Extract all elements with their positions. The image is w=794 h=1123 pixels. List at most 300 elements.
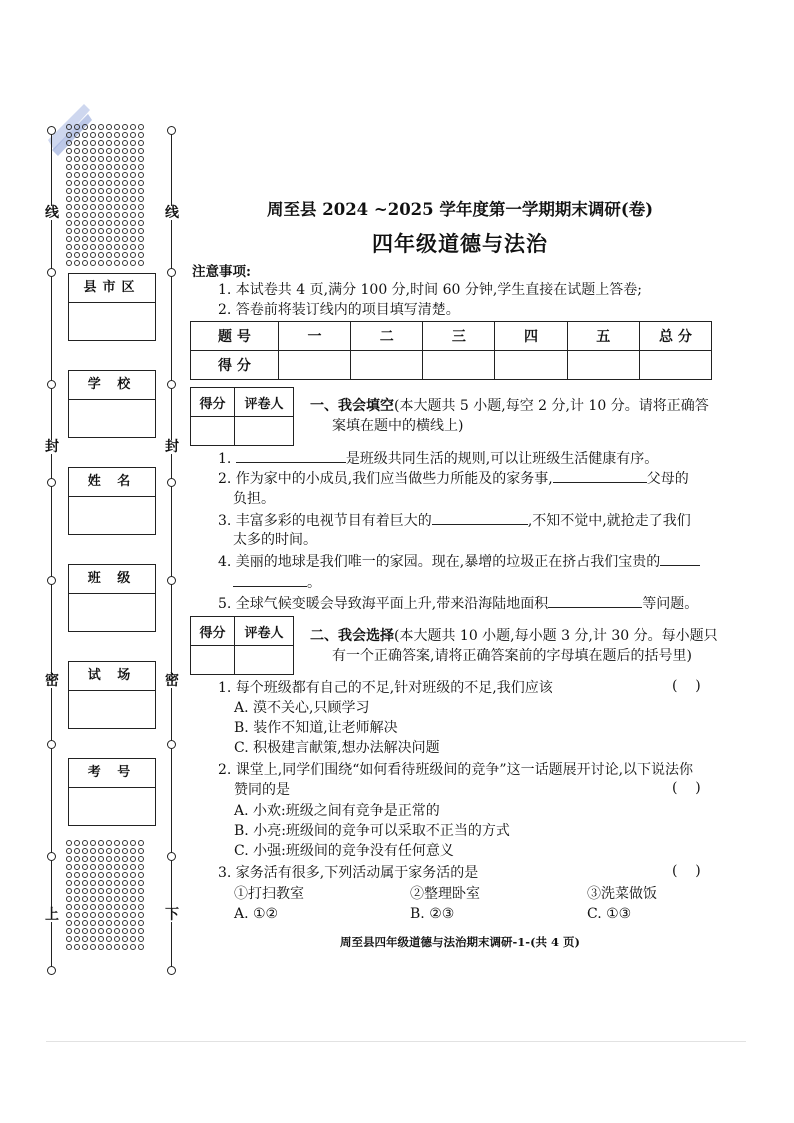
binding-dot (98, 196, 104, 202)
binding-dot (90, 156, 96, 162)
question-text: 。 (307, 575, 321, 591)
binding-dot (82, 164, 88, 170)
binding-dot (114, 260, 120, 266)
option: B. 小亮:班级间的竞争可以采取不正当的方式 (234, 823, 510, 839)
field-name[interactable] (68, 467, 156, 535)
binding-dot (138, 220, 144, 226)
question-text: 4. 美丽的地球是我们唯一的家园。现在,暴增的垃圾正在挤占我们宝贵的 (218, 554, 661, 570)
field-label: 学 校 (69, 371, 155, 400)
binding-dot (90, 172, 96, 178)
binding-ring (167, 852, 176, 861)
binding-dot (82, 856, 88, 862)
binding-dot (130, 840, 136, 846)
binding-dot (114, 840, 120, 846)
binding-dot (98, 172, 104, 178)
binding-dot (74, 156, 80, 162)
binding-dot (66, 244, 72, 250)
score-cell[interactable] (495, 351, 567, 380)
binding-dot (66, 172, 72, 178)
binding-dot (66, 148, 72, 154)
question-1-1 (218, 448, 658, 469)
binding-dot (82, 936, 88, 942)
binding-dot (122, 920, 128, 926)
binding-dot (106, 164, 112, 170)
statement-item: ③洗菜做饭 (587, 886, 657, 902)
binding-dot (90, 164, 96, 170)
binding-line-right (171, 130, 172, 970)
binding-dot (82, 864, 88, 870)
binding-dot (106, 896, 112, 902)
binding-dot (74, 124, 80, 130)
binding-ring (167, 740, 176, 749)
grader-score-cell[interactable] (191, 646, 235, 675)
question-1-3-cont: 太多的时间。 (233, 532, 317, 548)
question-2-1: 1. 每个班级都有自己的不足,针对班级的不足,我们应该 (218, 680, 553, 696)
binding-dot (66, 936, 72, 942)
binding-dot (66, 124, 72, 130)
binding-dot (82, 172, 88, 178)
binding-dot (82, 928, 88, 934)
binding-dot (138, 204, 144, 210)
binding-dot (138, 188, 144, 194)
binding-dot (106, 148, 112, 154)
field-exam-number[interactable] (68, 758, 156, 826)
binding-dot (66, 872, 72, 878)
binding-word-right: 封 (165, 439, 179, 455)
binding-dot (114, 856, 120, 862)
binding-dot (98, 180, 104, 186)
answer-blank[interactable] (548, 593, 642, 608)
binding-dot (106, 856, 112, 862)
binding-dot (82, 840, 88, 846)
binding-ring (167, 268, 176, 277)
binding-dot (74, 148, 80, 154)
binding-dot (90, 904, 96, 910)
binding-dot (106, 212, 112, 218)
binding-dot (130, 236, 136, 242)
binding-dot (90, 220, 96, 226)
binding-dot (130, 180, 136, 186)
binding-dot (90, 936, 96, 942)
binding-dot (82, 196, 88, 202)
binding-ring (167, 966, 176, 975)
binding-dot (106, 928, 112, 934)
binding-dot (138, 920, 144, 926)
binding-dot (98, 904, 104, 910)
grader-box (190, 616, 294, 675)
binding-dot (98, 156, 104, 162)
binding-dot (130, 896, 136, 902)
answer-blank[interactable] (660, 551, 700, 566)
binding-dot (138, 888, 144, 894)
binding-dot (114, 228, 120, 234)
binding-dot (130, 880, 136, 886)
binding-dot (90, 236, 96, 242)
binding-word-right: 密 (165, 673, 179, 689)
binding-dot (98, 188, 104, 194)
binding-dot (122, 220, 128, 226)
binding-dot (138, 904, 144, 910)
field-exam-room[interactable] (68, 661, 156, 729)
binding-dot (74, 172, 80, 178)
question-2-2-cont: 赞同的是 (234, 782, 290, 798)
grader-marker-cell[interactable] (235, 417, 294, 446)
binding-dot (106, 172, 112, 178)
binding-dot (130, 936, 136, 942)
binding-ring (47, 852, 56, 861)
binding-dot (66, 132, 72, 138)
binding-dot (82, 148, 88, 154)
binding-dot (90, 212, 96, 218)
binding-dot (82, 880, 88, 886)
binding-dot (66, 196, 72, 202)
option: C. 积极建言献策,想办法解决问题 (234, 740, 440, 756)
binding-dot (122, 180, 128, 186)
statement-item: ②整理卧室 (410, 886, 480, 902)
binding-dot (82, 252, 88, 258)
binding-dot (74, 188, 80, 194)
notes-item: 1. 本试卷共 4 页,满分 100 分,时间 60 分钟,学生直接在试题上答卷; (218, 282, 643, 298)
binding-dot (82, 140, 88, 146)
binding-dot (66, 156, 72, 162)
score-cell[interactable] (423, 351, 495, 380)
binding-dot (138, 848, 144, 854)
binding-dot (122, 212, 128, 218)
binding-dot (90, 928, 96, 934)
score-cell[interactable] (278, 351, 350, 380)
binding-dot (74, 936, 80, 942)
score-cell[interactable] (639, 351, 711, 380)
binding-dot (82, 156, 88, 162)
binding-dot (98, 944, 104, 950)
binding-dot (122, 204, 128, 210)
binding-dot (74, 140, 80, 146)
section2-heading: 二、我会选择 (310, 628, 394, 644)
binding-dot (66, 864, 72, 870)
binding-dot (106, 188, 112, 194)
binding-dot (114, 124, 120, 130)
option: A. 漠不关心,只顾学习 (234, 700, 370, 716)
binding-dot (122, 840, 128, 846)
field-school[interactable] (68, 370, 156, 438)
binding-dot (138, 148, 144, 154)
binding-dot (98, 928, 104, 934)
binding-dot (98, 880, 104, 886)
binding-dot (74, 872, 80, 878)
binding-dot (82, 244, 88, 250)
binding-dot (98, 840, 104, 846)
binding-dot (122, 904, 128, 910)
binding-dot (114, 944, 120, 950)
binding-ring (167, 380, 176, 389)
binding-dot (66, 848, 72, 854)
binding-dot (98, 220, 104, 226)
answer-blank[interactable] (553, 468, 647, 483)
binding-dot (138, 944, 144, 950)
binding-dot (98, 164, 104, 170)
binding-dot (74, 164, 80, 170)
question-text: ,不知不觉中,就抢走了我们 (527, 513, 691, 529)
option: B. ②③ (410, 906, 455, 922)
binding-dot (130, 904, 136, 910)
binding-dot (130, 856, 136, 862)
answer-blank[interactable] (236, 448, 346, 463)
option: A. ①② (234, 906, 279, 922)
field-county[interactable] (68, 273, 156, 341)
binding-dot (90, 888, 96, 894)
binding-dot (130, 204, 136, 210)
binding-dot (82, 904, 88, 910)
binding-dot (130, 252, 136, 258)
binding-dot (138, 864, 144, 870)
binding-dot (130, 848, 136, 854)
answer-blank[interactable] (233, 572, 307, 587)
binding-dot (122, 848, 128, 854)
answer-paren[interactable]: ( ) (672, 678, 701, 694)
binding-dot (114, 212, 120, 218)
binding-dot (122, 896, 128, 902)
binding-ring (47, 380, 56, 389)
binding-dot (138, 164, 144, 170)
binding-dot (130, 928, 136, 934)
binding-dot (98, 856, 104, 862)
binding-dot (90, 944, 96, 950)
field-label: 考 号 (69, 759, 155, 788)
option: C. ①③ (587, 906, 632, 922)
binding-dot (130, 196, 136, 202)
binding-dot (114, 204, 120, 210)
answer-paren[interactable]: ( ) (672, 863, 701, 879)
binding-dot (82, 180, 88, 186)
binding-dot (122, 944, 128, 950)
section2-desc-cont: 有一个正确答案,请将正确答案前的字母填在题后的括号里) (332, 648, 692, 664)
binding-dot (66, 944, 72, 950)
binding-dot (98, 864, 104, 870)
binding-dot (106, 888, 112, 894)
binding-dot (122, 260, 128, 266)
binding-dot (82, 872, 88, 878)
binding-dot (122, 132, 128, 138)
answer-blank[interactable] (432, 510, 528, 525)
binding-dot (98, 244, 104, 250)
grader-label-marker: 评卷人 (235, 388, 294, 417)
statement-item: ①打扫教室 (234, 886, 304, 902)
binding-dot (138, 156, 144, 162)
binding-dot (138, 212, 144, 218)
binding-dot (138, 896, 144, 902)
binding-dot (74, 228, 80, 234)
binding-dot (66, 220, 72, 226)
binding-dot (74, 220, 80, 226)
binding-dot (98, 936, 104, 942)
grader-marker-cell[interactable] (235, 646, 294, 675)
binding-dot (122, 864, 128, 870)
binding-dot (74, 204, 80, 210)
binding-dot (66, 928, 72, 934)
binding-dot (130, 212, 136, 218)
binding-dot (106, 260, 112, 266)
binding-ring (47, 740, 56, 749)
binding-dot (138, 124, 144, 130)
binding-dot (82, 912, 88, 918)
binding-dot (114, 180, 120, 186)
binding-dot (98, 124, 104, 130)
binding-dot (114, 928, 120, 934)
binding-dot (74, 912, 80, 918)
binding-dot (122, 912, 128, 918)
binding-dot (138, 196, 144, 202)
binding-dot (82, 220, 88, 226)
score-header-cell: 总 分 (639, 322, 711, 351)
grader-label-score: 得分 (191, 388, 235, 417)
binding-dot (114, 888, 120, 894)
binding-dot (122, 236, 128, 242)
binding-dot (90, 880, 96, 886)
exam-title: 周至县 2024 ~2025 学年度第一学期期末调研(卷) (266, 200, 654, 219)
binding-dot (106, 252, 112, 258)
question-text: 3. 丰富多彩的电视节目有着巨大的 (218, 513, 432, 529)
page-footer: 周至县四年级道德与法治期末调研-1-(共 4 页) (340, 935, 580, 949)
binding-dot (98, 204, 104, 210)
binding-ring (47, 576, 56, 585)
section1-desc-cont: 案填在题中的横线上) (332, 418, 464, 434)
binding-dot (82, 896, 88, 902)
binding-dot (90, 864, 96, 870)
binding-dot (90, 180, 96, 186)
binding-dot (106, 944, 112, 950)
grader-score-cell[interactable] (191, 417, 235, 446)
binding-dot (74, 132, 80, 138)
binding-dot (82, 188, 88, 194)
score-header-cell: 五 (567, 322, 639, 351)
binding-dot (138, 172, 144, 178)
binding-dot (66, 880, 72, 886)
notes-heading: 注意事项: (192, 264, 251, 280)
question-text: 父母的 (646, 471, 689, 487)
binding-dot (90, 124, 96, 130)
binding-dot (82, 228, 88, 234)
subject-title: 四年级道德与法治 (372, 231, 548, 256)
binding-dot (74, 920, 80, 926)
binding-dot (98, 896, 104, 902)
binding-dot (114, 236, 120, 242)
grader-box (190, 387, 294, 446)
binding-dot (130, 260, 136, 266)
binding-dot (122, 228, 128, 234)
score-cell[interactable] (351, 351, 423, 380)
binding-dot (106, 920, 112, 926)
binding-dot (82, 944, 88, 950)
score-row-label: 得 分 (191, 351, 279, 380)
binding-dot (130, 164, 136, 170)
binding-dot (90, 188, 96, 194)
binding-dot (122, 872, 128, 878)
field-class[interactable] (68, 564, 156, 632)
binding-dot (106, 220, 112, 226)
binding-dot (66, 228, 72, 234)
binding-dot (74, 236, 80, 242)
binding-dot (138, 132, 144, 138)
question-1-4 (218, 551, 700, 572)
binding-word-left: 封 (45, 439, 59, 455)
binding-dot (90, 848, 96, 854)
binding-dot (138, 856, 144, 862)
binding-dot (90, 840, 96, 846)
binding-dot-pattern (66, 840, 144, 950)
binding-dot (74, 244, 80, 250)
score-header-cell: 三 (423, 322, 495, 351)
binding-dot (66, 180, 72, 186)
question-number: 1. (218, 451, 232, 467)
answer-paren[interactable]: ( ) (672, 780, 701, 796)
binding-dot (98, 148, 104, 154)
binding-dot (66, 164, 72, 170)
binding-dot (90, 896, 96, 902)
binding-dot (130, 920, 136, 926)
question-1-2 (218, 468, 689, 489)
binding-dot (82, 212, 88, 218)
question-1-5 (218, 593, 698, 614)
binding-dot (114, 864, 120, 870)
binding-dot (138, 228, 144, 234)
binding-ring (47, 268, 56, 277)
binding-dot (106, 936, 112, 942)
binding-dot (122, 172, 128, 178)
binding-dot (106, 124, 112, 130)
binding-dot (114, 904, 120, 910)
binding-dot (114, 244, 120, 250)
binding-dot (138, 840, 144, 846)
binding-dot (106, 840, 112, 846)
binding-dot (130, 156, 136, 162)
binding-dot (66, 204, 72, 210)
binding-dot (82, 204, 88, 210)
binding-dot (114, 196, 120, 202)
binding-word-left: 上 (45, 907, 59, 923)
binding-dot (130, 132, 136, 138)
binding-dot (66, 260, 72, 266)
score-cell[interactable] (567, 351, 639, 380)
binding-dot (130, 912, 136, 918)
binding-dot (98, 212, 104, 218)
binding-dot (114, 148, 120, 154)
binding-dot (98, 920, 104, 926)
binding-dot (106, 848, 112, 854)
field-label: 姓 名 (69, 468, 155, 497)
binding-dot (138, 180, 144, 186)
binding-dot (114, 188, 120, 194)
binding-dot (138, 244, 144, 250)
binding-dot (106, 196, 112, 202)
binding-dot (114, 220, 120, 226)
binding-dot (98, 140, 104, 146)
binding-dot (82, 888, 88, 894)
binding-dot (66, 212, 72, 218)
question-text: 2. 作为家中的小成员,我们应当做些力所能及的家务事, (218, 471, 553, 487)
binding-dot (106, 904, 112, 910)
binding-dot (106, 244, 112, 250)
binding-dot (66, 856, 72, 862)
question-2-3: 3. 家务活有很多,下列活动属于家务活的是 (218, 865, 479, 881)
binding-dot (122, 880, 128, 886)
binding-dot (122, 252, 128, 258)
binding-dot (74, 180, 80, 186)
binding-dot (66, 236, 72, 242)
binding-dot (106, 228, 112, 234)
binding-dot (66, 140, 72, 146)
binding-dot (138, 872, 144, 878)
binding-dot (114, 132, 120, 138)
